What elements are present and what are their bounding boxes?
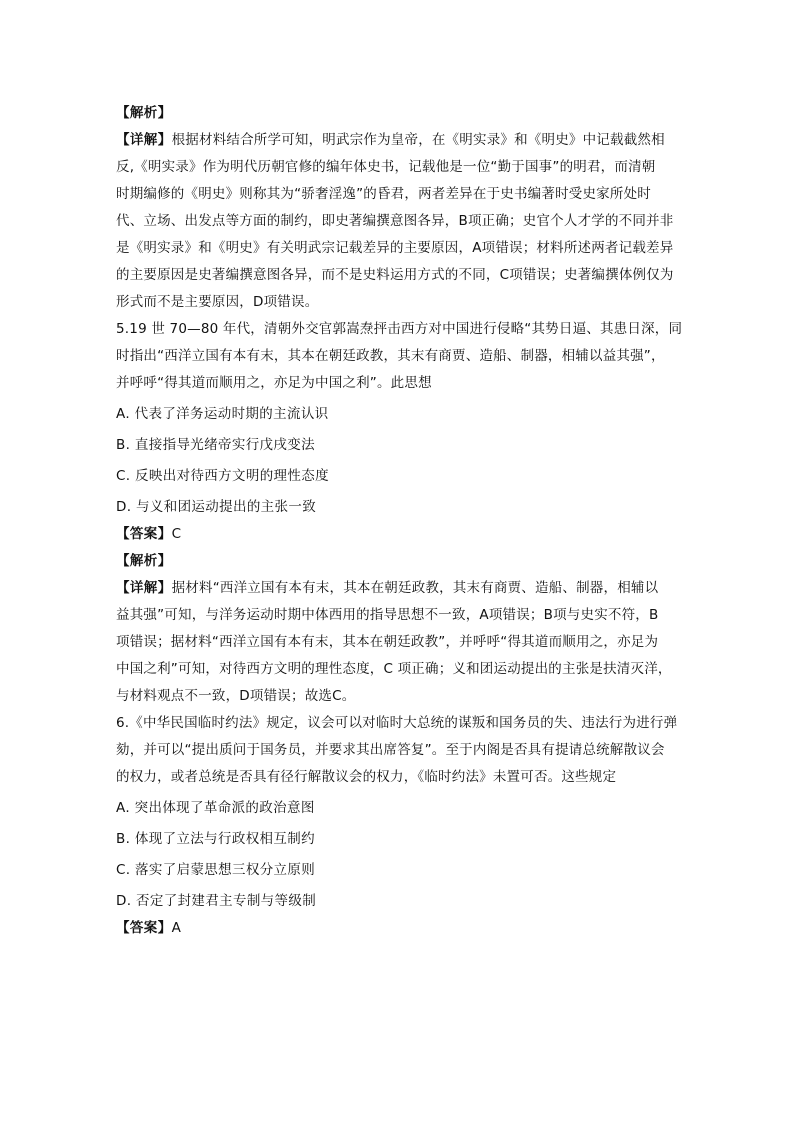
q4-analysis-line-3: 时期编修的《明史》则称其为“骄奢淫逸”的昏君，两者差异在于史书编著时受史家所处时 — [116, 186, 651, 202]
q4-analysis-line-6: 的主要原因是史著编撰意图各异，而不是史料运用方式的不同，C项错误；史著编撰体例仅为 — [116, 267, 674, 283]
q5-option-b: B. 直接指导光绪帝实行戊戌变法 — [116, 437, 315, 453]
q5-answer-value: C — [171, 526, 182, 542]
q5-option-c: C. 反映出对待西方文明的理性态度 — [116, 468, 329, 484]
q6-stem-line-1: 6.《中华民国临时约法》规定，议会可以对临时大总统的谋叛和国务员的失、违法行为进行弹 — [116, 715, 678, 731]
q5-option-a: A. 代表了洋务运动时期的主流认识 — [116, 406, 329, 422]
analysis-label: 【解析】 — [116, 105, 172, 121]
q5-stem-line-3: 并呼呼“得其道而顺用之，亦足为中国之利”。此思想 — [116, 375, 432, 391]
q6-answer-value: A — [171, 920, 182, 936]
q4-analysis-line-4: 代、立场、出发点等方面的制约，即史著编撰意图各异，B项正确；史官个人才学的不同并非 — [116, 213, 674, 229]
q4-analysis-line-7: 形式而不是主要原因，D项错误。 — [116, 294, 319, 310]
q5-option-d: D. 与义和团运动提出的主张一致 — [116, 499, 317, 515]
page-content — [116, 100, 683, 942]
q5-analysis-line-1: 【详解】据材料“西洋立国有本有末，其本在朝廷政教，其末有商贾、造船、制器，相辅以 — [116, 580, 659, 596]
q5-analysis-line-4: 中国之利”可知，对待西方文明的理性态度，C 项正确；义和团运动提出的主张是扶清灭洋， — [116, 661, 672, 677]
q5-stem-line-2: 时指出“西洋立国有本有末，其本在朝廷政教，其末有商贾、造船、制器，相辅以益其强”， — [116, 348, 665, 364]
detail-label: 【详解】 — [116, 132, 172, 148]
q5-detail-label: 【详解】 — [116, 580, 172, 596]
q5-stem-line-1: 5.19 世 70—80 年代，清朝外交官郭嵩焘抨击西方对中国进行侵略“其势日逼、其患日深，同 — [116, 321, 683, 337]
q6-option-b: B. 体现了立法与行政权相互制约 — [116, 831, 315, 847]
q6-option-a: A. 突出体现了革命派的政治意图 — [116, 800, 315, 816]
q4-analysis-line-1: 【详解】根据材料结合所学可知，明武宗作为皇帝，在《明实录》和《明史》中记载截然相 — [116, 132, 665, 148]
q6-stem-line-3: 的权力，或者总统是否具有径行解散议会的权力，《临时约法》未置可否。这些规定 — [116, 769, 617, 785]
q6-option-d: D. 否定了封建君主专制与等级制 — [116, 893, 317, 909]
q6-stem-line-2: 劾，并可以“提出质问于国务员，并要求其出席答复”。至于内阁是否具有提请总统解散议会 — [116, 742, 665, 758]
q4-analysis-line-5: 是《明实录》和《明史》有关明武宗记载差异的主要原因，A项错误；材料所述两者记载差异 — [116, 240, 674, 256]
q5-analysis-line-3: 项错误；据材料“西洋立国有本有末，其本在朝廷政教”，并呼呼“得其道而顺用之，亦足为 — [116, 634, 659, 650]
q6-answer — [116, 915, 676, 942]
answer-label: 【答案】 — [116, 526, 172, 542]
q4-analysis-line-2: 反,《明实录》作为明代历朝官修的编年体史书，记载他是一位“勤于国事”的明君，而清朝 — [116, 159, 656, 175]
q5-analysis-label: 【解析】 — [116, 553, 172, 569]
q5-analysis-line-2: 益其强”可知，与洋务运动时期中体西用的指导思想不一致，A项错误；B项与史实不符，B — [116, 607, 659, 623]
q6-answer-label: 【答案】 — [116, 920, 172, 936]
q5-answer — [116, 521, 676, 548]
q6-option-c: C. 落实了启蒙思想三权分立原则 — [116, 862, 316, 878]
q5-analysis-line-5: 与材料观点不一致，D项错误；故选C。 — [116, 688, 356, 704]
